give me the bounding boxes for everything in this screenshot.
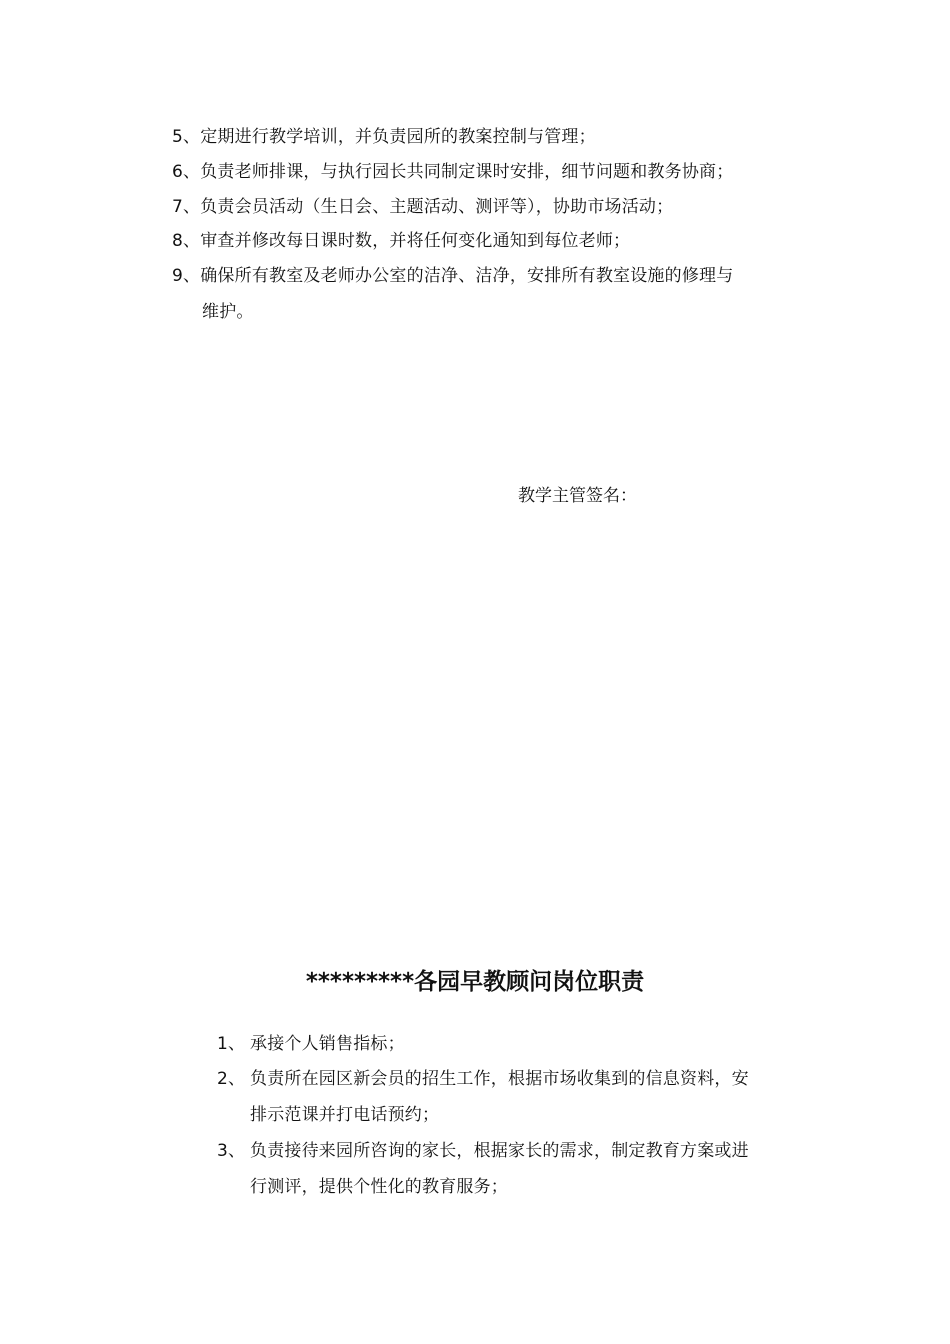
list-item-number: 3、 xyxy=(217,1141,246,1161)
list-item-text: 审查并修改每日课时数，并将任何变化通知到每位老师； xyxy=(200,231,631,251)
section-title: *********各园早教顾问岗位职责 xyxy=(305,969,645,995)
list-item-text: 负责所在园区新会员的招生工作，根据市场收集到的信息资料，安 xyxy=(250,1069,749,1089)
list-item-number: 5、 xyxy=(172,127,201,147)
list-item-number: 9、 xyxy=(172,266,201,286)
list-item-text: 负责接待来园所咨询的家长，根据家长的需求，制定教育方案或进 xyxy=(250,1141,749,1161)
list-item-text: 定期进行教学培训，并负责园所的教案控制与管理； xyxy=(200,127,596,147)
list-item-number: 8、 xyxy=(172,231,201,251)
list-item xyxy=(217,1034,405,1054)
list-item-text: 负责会员活动（生日会、主题活动、测评等），协助市场活动； xyxy=(200,197,674,217)
list-item-text: 负责老师排课，与执行园长共同制定课时安排，细节问题和教务协商； xyxy=(200,162,734,182)
list-item-text: 确保所有教室及老师办公室的洁净、洁净，安排所有教室设施的修理与 xyxy=(200,266,734,286)
list-item xyxy=(217,1141,749,1161)
list-item-number: 2、 xyxy=(217,1069,246,1089)
list-item-text: 承接个人销售指标； xyxy=(250,1034,405,1054)
signature-label: 教学主管签名： xyxy=(518,486,637,506)
list-item xyxy=(172,231,630,251)
list-item-number: 7、 xyxy=(172,197,201,217)
list-item-number: 1、 xyxy=(217,1034,246,1054)
list-item-continuation: 行测评，提供个性化的教育服务； xyxy=(250,1177,508,1197)
list-item xyxy=(172,162,733,182)
list-item-number: 6、 xyxy=(172,162,201,182)
list-item-continuation: 排示范课并打电话预约； xyxy=(250,1105,440,1125)
list-item xyxy=(172,266,733,286)
list-item xyxy=(172,127,596,147)
list-item xyxy=(217,1069,749,1089)
list-item xyxy=(172,197,673,217)
list-item-continuation: 维护。 xyxy=(202,302,254,322)
